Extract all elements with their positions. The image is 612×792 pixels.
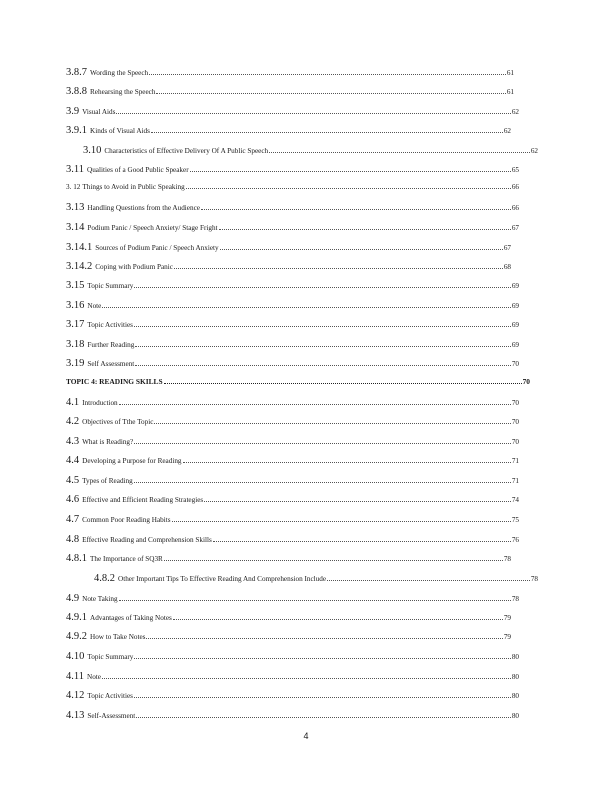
toc-entry-page: 76 bbox=[511, 536, 519, 544]
toc-entry-title: Introduction bbox=[82, 399, 118, 407]
toc-entry-title: Podium Panic / Speech Anxiety/ Stage Fright bbox=[87, 224, 218, 232]
toc-entry-title: Note Taking bbox=[82, 595, 118, 603]
toc-entry-title: What is Reading? bbox=[82, 438, 134, 446]
toc-entry-page: 69 bbox=[511, 282, 519, 290]
toc-entry-number: 4.4 bbox=[66, 455, 80, 466]
toc-entry-title: Self Assessment bbox=[87, 360, 135, 368]
toc-entry-number: 3.15 bbox=[66, 280, 85, 291]
toc-entry-number: 3.9.1 bbox=[66, 125, 87, 136]
toc-entry-title: Advantages of Taking Notes bbox=[90, 614, 172, 622]
toc-entry bbox=[66, 339, 519, 355]
toc-entry-title: Objectives of Tthe Topic bbox=[82, 418, 154, 426]
toc-entry-page: 80 bbox=[511, 692, 519, 700]
toc-entry-title: Note bbox=[87, 673, 101, 681]
dot-leader bbox=[146, 638, 502, 639]
toc-entry bbox=[66, 125, 511, 141]
dot-leader bbox=[134, 443, 511, 444]
toc-entry-title: Self-Assessment bbox=[87, 712, 136, 720]
dot-leader bbox=[119, 404, 511, 405]
dot-leader bbox=[116, 113, 510, 114]
toc-entry bbox=[66, 183, 519, 199]
dot-leader bbox=[154, 423, 510, 424]
toc-entry-number: 4.5 bbox=[66, 475, 80, 486]
toc-entry-page: 67 bbox=[511, 224, 519, 232]
toc-entry bbox=[66, 319, 519, 335]
toc-entry bbox=[66, 222, 519, 238]
toc-entry-page: 69 bbox=[511, 321, 519, 329]
toc-entry bbox=[66, 671, 519, 687]
dot-leader bbox=[269, 152, 530, 153]
toc-entry-page: 79 bbox=[503, 633, 511, 641]
dot-leader bbox=[327, 580, 530, 581]
dot-leader bbox=[134, 658, 510, 659]
toc-entry bbox=[66, 86, 514, 102]
toc-entry bbox=[66, 202, 519, 218]
toc-entry bbox=[66, 651, 519, 667]
toc-entry-title: Sources of Podium Panic / Speech Anxiety bbox=[95, 244, 219, 252]
toc-entry-number: 4.8.1 bbox=[66, 553, 87, 564]
toc-entry-title: Things to Avoid in Public Speaking bbox=[82, 183, 185, 191]
dot-leader bbox=[134, 697, 511, 698]
toc-entry-page: 62 bbox=[530, 147, 538, 155]
dot-leader bbox=[102, 678, 511, 679]
toc-entry-page: 78 bbox=[511, 595, 519, 603]
toc-entry-page: 71 bbox=[511, 477, 519, 485]
toc-entry-page: 69 bbox=[511, 302, 519, 310]
toc-entry-number: 3.17 bbox=[66, 319, 85, 330]
toc-entry-title: Characteristics of Effective Delivery Of A Public Speech bbox=[104, 147, 269, 155]
toc-entry-title: Visual Aids bbox=[82, 108, 116, 116]
toc-entry-number: 4.7 bbox=[66, 514, 80, 525]
toc-entry bbox=[66, 475, 519, 491]
toc-entry-page: 70 bbox=[522, 377, 530, 386]
dot-leader bbox=[135, 365, 511, 366]
toc-entry bbox=[66, 106, 519, 122]
toc-entry-number: 4.1 bbox=[66, 397, 80, 408]
toc-entry-page: 70 bbox=[511, 438, 519, 446]
toc-entry-number: 4.9.2 bbox=[66, 631, 87, 642]
toc-entry-page: 70 bbox=[511, 418, 519, 426]
dot-leader bbox=[164, 383, 522, 384]
dot-leader bbox=[134, 287, 510, 288]
toc-entry-topic-heading bbox=[66, 377, 530, 393]
toc-entry-title: Topic Summary bbox=[87, 282, 134, 290]
toc-entry-title: Kinds of Visual Aids bbox=[90, 127, 150, 135]
toc-entry-number: 3.8.8 bbox=[66, 86, 87, 97]
toc-entry-page: 75 bbox=[511, 516, 519, 524]
toc-entry-title: Effective Reading and Comprehension Skills bbox=[82, 536, 212, 544]
toc-entry-number: 4.10 bbox=[66, 651, 85, 662]
toc-entry-title: Topic Activities bbox=[87, 692, 133, 700]
toc-entry-page: 70 bbox=[511, 360, 519, 368]
dot-leader bbox=[156, 93, 505, 94]
toc-entry bbox=[66, 436, 519, 452]
toc-entry-number: 4.13 bbox=[66, 710, 85, 721]
dot-leader bbox=[134, 482, 511, 483]
dot-leader bbox=[119, 600, 511, 601]
dot-leader bbox=[204, 501, 511, 502]
toc-entry bbox=[83, 145, 538, 161]
toc-entry-number: 4.3 bbox=[66, 436, 80, 447]
toc-entry-page: 79 bbox=[503, 614, 511, 622]
dot-leader bbox=[219, 229, 511, 230]
toc-entry-number: 3.19 bbox=[66, 358, 85, 369]
toc-entry bbox=[66, 164, 519, 180]
toc-entry-title: Handling Questions from the Audience bbox=[87, 204, 200, 212]
toc-entry-title: Common Poor Reading Habits bbox=[82, 516, 171, 524]
toc-entry bbox=[66, 280, 519, 296]
toc-entry bbox=[66, 690, 519, 706]
toc-entry-page: 80 bbox=[511, 653, 519, 661]
toc-entry-number: 3. 12 bbox=[66, 183, 81, 191]
toc-entry-number: 4.9 bbox=[66, 593, 80, 604]
toc-entry-number: 3.8.7 bbox=[66, 67, 87, 78]
toc-entry bbox=[66, 300, 519, 316]
toc-entry-number: 3.16 bbox=[66, 300, 85, 311]
toc-entry-title: Further Reading bbox=[87, 341, 135, 349]
dot-leader bbox=[186, 188, 511, 189]
toc-entry-number: 3.11 bbox=[66, 164, 84, 175]
toc-entry-page: 66 bbox=[511, 183, 519, 191]
dot-leader bbox=[213, 541, 511, 542]
toc-entry-page: 62 bbox=[511, 108, 519, 116]
toc-entry bbox=[66, 612, 511, 628]
dot-leader bbox=[135, 346, 511, 347]
toc-entry-number: 4.9.1 bbox=[66, 612, 87, 623]
dot-leader bbox=[201, 209, 511, 210]
toc-entry bbox=[66, 67, 514, 83]
toc-entry-title: Other Important Tips To Effective Reading And Comprehension Include bbox=[118, 575, 327, 583]
toc-entry-number: 3.14.1 bbox=[66, 242, 93, 253]
toc-entry-page: 71 bbox=[511, 457, 519, 465]
toc-entry-page: 78 bbox=[503, 555, 511, 563]
toc-entry-title: Note bbox=[87, 302, 102, 310]
dot-leader bbox=[151, 132, 503, 133]
toc-entry bbox=[66, 534, 519, 550]
toc-entry-number: 3.14 bbox=[66, 222, 85, 233]
toc-entry-number: 3.13 bbox=[66, 202, 85, 213]
toc-entry-page: 80 bbox=[511, 673, 519, 681]
toc-entry-title: Coping with Podium Panic bbox=[95, 263, 173, 271]
toc-entry-number: 4.12 bbox=[66, 690, 85, 701]
dot-leader bbox=[149, 74, 506, 75]
toc-entry-number: 3.9 bbox=[66, 106, 80, 117]
page-number: 4 bbox=[303, 731, 309, 741]
toc-entry bbox=[66, 631, 511, 647]
toc-entry-page: 65 bbox=[511, 166, 519, 174]
toc-entry-number: 4.6 bbox=[66, 494, 80, 505]
toc-entry bbox=[66, 261, 511, 277]
toc-entry-number: 4.2 bbox=[66, 416, 80, 427]
toc-entry-page: 68 bbox=[503, 263, 511, 271]
toc-entry-title: Rehearsing the Speech bbox=[90, 88, 156, 96]
dot-leader bbox=[220, 249, 503, 250]
toc-entry-page: 74 bbox=[511, 496, 519, 504]
toc-entry-title: Types of Reading bbox=[82, 477, 133, 485]
toc-entry-page: 70 bbox=[511, 399, 519, 407]
toc-entry-page: 67 bbox=[503, 244, 511, 252]
toc-entry-number: 3.18 bbox=[66, 339, 85, 350]
toc-entry-page: 62 bbox=[503, 127, 511, 135]
toc-entry bbox=[66, 455, 519, 471]
dot-leader bbox=[172, 521, 511, 522]
dot-leader bbox=[183, 462, 511, 463]
toc-entry-page: 80 bbox=[511, 712, 519, 720]
toc-entry-page: 78 bbox=[530, 575, 538, 583]
toc-entry-page: 61 bbox=[506, 69, 514, 77]
toc-entry-page: 69 bbox=[511, 341, 519, 349]
toc-entry bbox=[94, 573, 538, 589]
toc-entry-number: 4.8.2 bbox=[94, 573, 115, 584]
toc-entry-title: Topic Activities bbox=[87, 321, 133, 329]
toc-entry-title: Developing a Purpose for Reading bbox=[82, 457, 182, 465]
toc-entry-title: The Importance of SQ3R bbox=[90, 555, 163, 563]
toc-entry bbox=[66, 397, 519, 413]
toc-entry-number: 3.14.2 bbox=[66, 261, 93, 272]
dot-leader bbox=[190, 171, 511, 172]
toc-entry bbox=[66, 494, 519, 510]
toc-entry-page: 61 bbox=[506, 88, 514, 96]
dot-leader bbox=[134, 326, 511, 327]
toc-entry bbox=[66, 553, 511, 569]
dot-leader bbox=[174, 268, 503, 269]
toc-entry-title: Wording the Speech bbox=[90, 69, 149, 77]
toc-entry-number: 4.11 bbox=[66, 671, 84, 682]
toc-entry-number: 3.10 bbox=[83, 145, 102, 156]
toc-entry-page: 66 bbox=[511, 204, 519, 212]
dot-leader bbox=[102, 307, 510, 308]
toc-entry bbox=[66, 593, 519, 609]
toc-entry-title: Effective and Efficient Reading Strategies bbox=[82, 496, 204, 504]
toc-entry-title: Topic Summary bbox=[87, 653, 134, 661]
toc-entry-title: Qualities of a Good Public Speaker bbox=[87, 166, 189, 174]
toc-entry-title: TOPIC 4: READING SKILLS bbox=[66, 377, 163, 386]
toc-entry bbox=[66, 514, 519, 530]
dot-leader bbox=[164, 560, 503, 561]
toc-entry bbox=[66, 416, 519, 432]
toc-entry-title: How to Take Notes bbox=[90, 633, 146, 641]
dot-leader bbox=[173, 619, 503, 620]
toc-entry bbox=[66, 710, 519, 726]
dot-leader bbox=[136, 717, 511, 718]
toc-entry-number: 4.8 bbox=[66, 534, 80, 545]
toc-entry bbox=[66, 358, 519, 374]
toc-entry bbox=[66, 242, 511, 258]
